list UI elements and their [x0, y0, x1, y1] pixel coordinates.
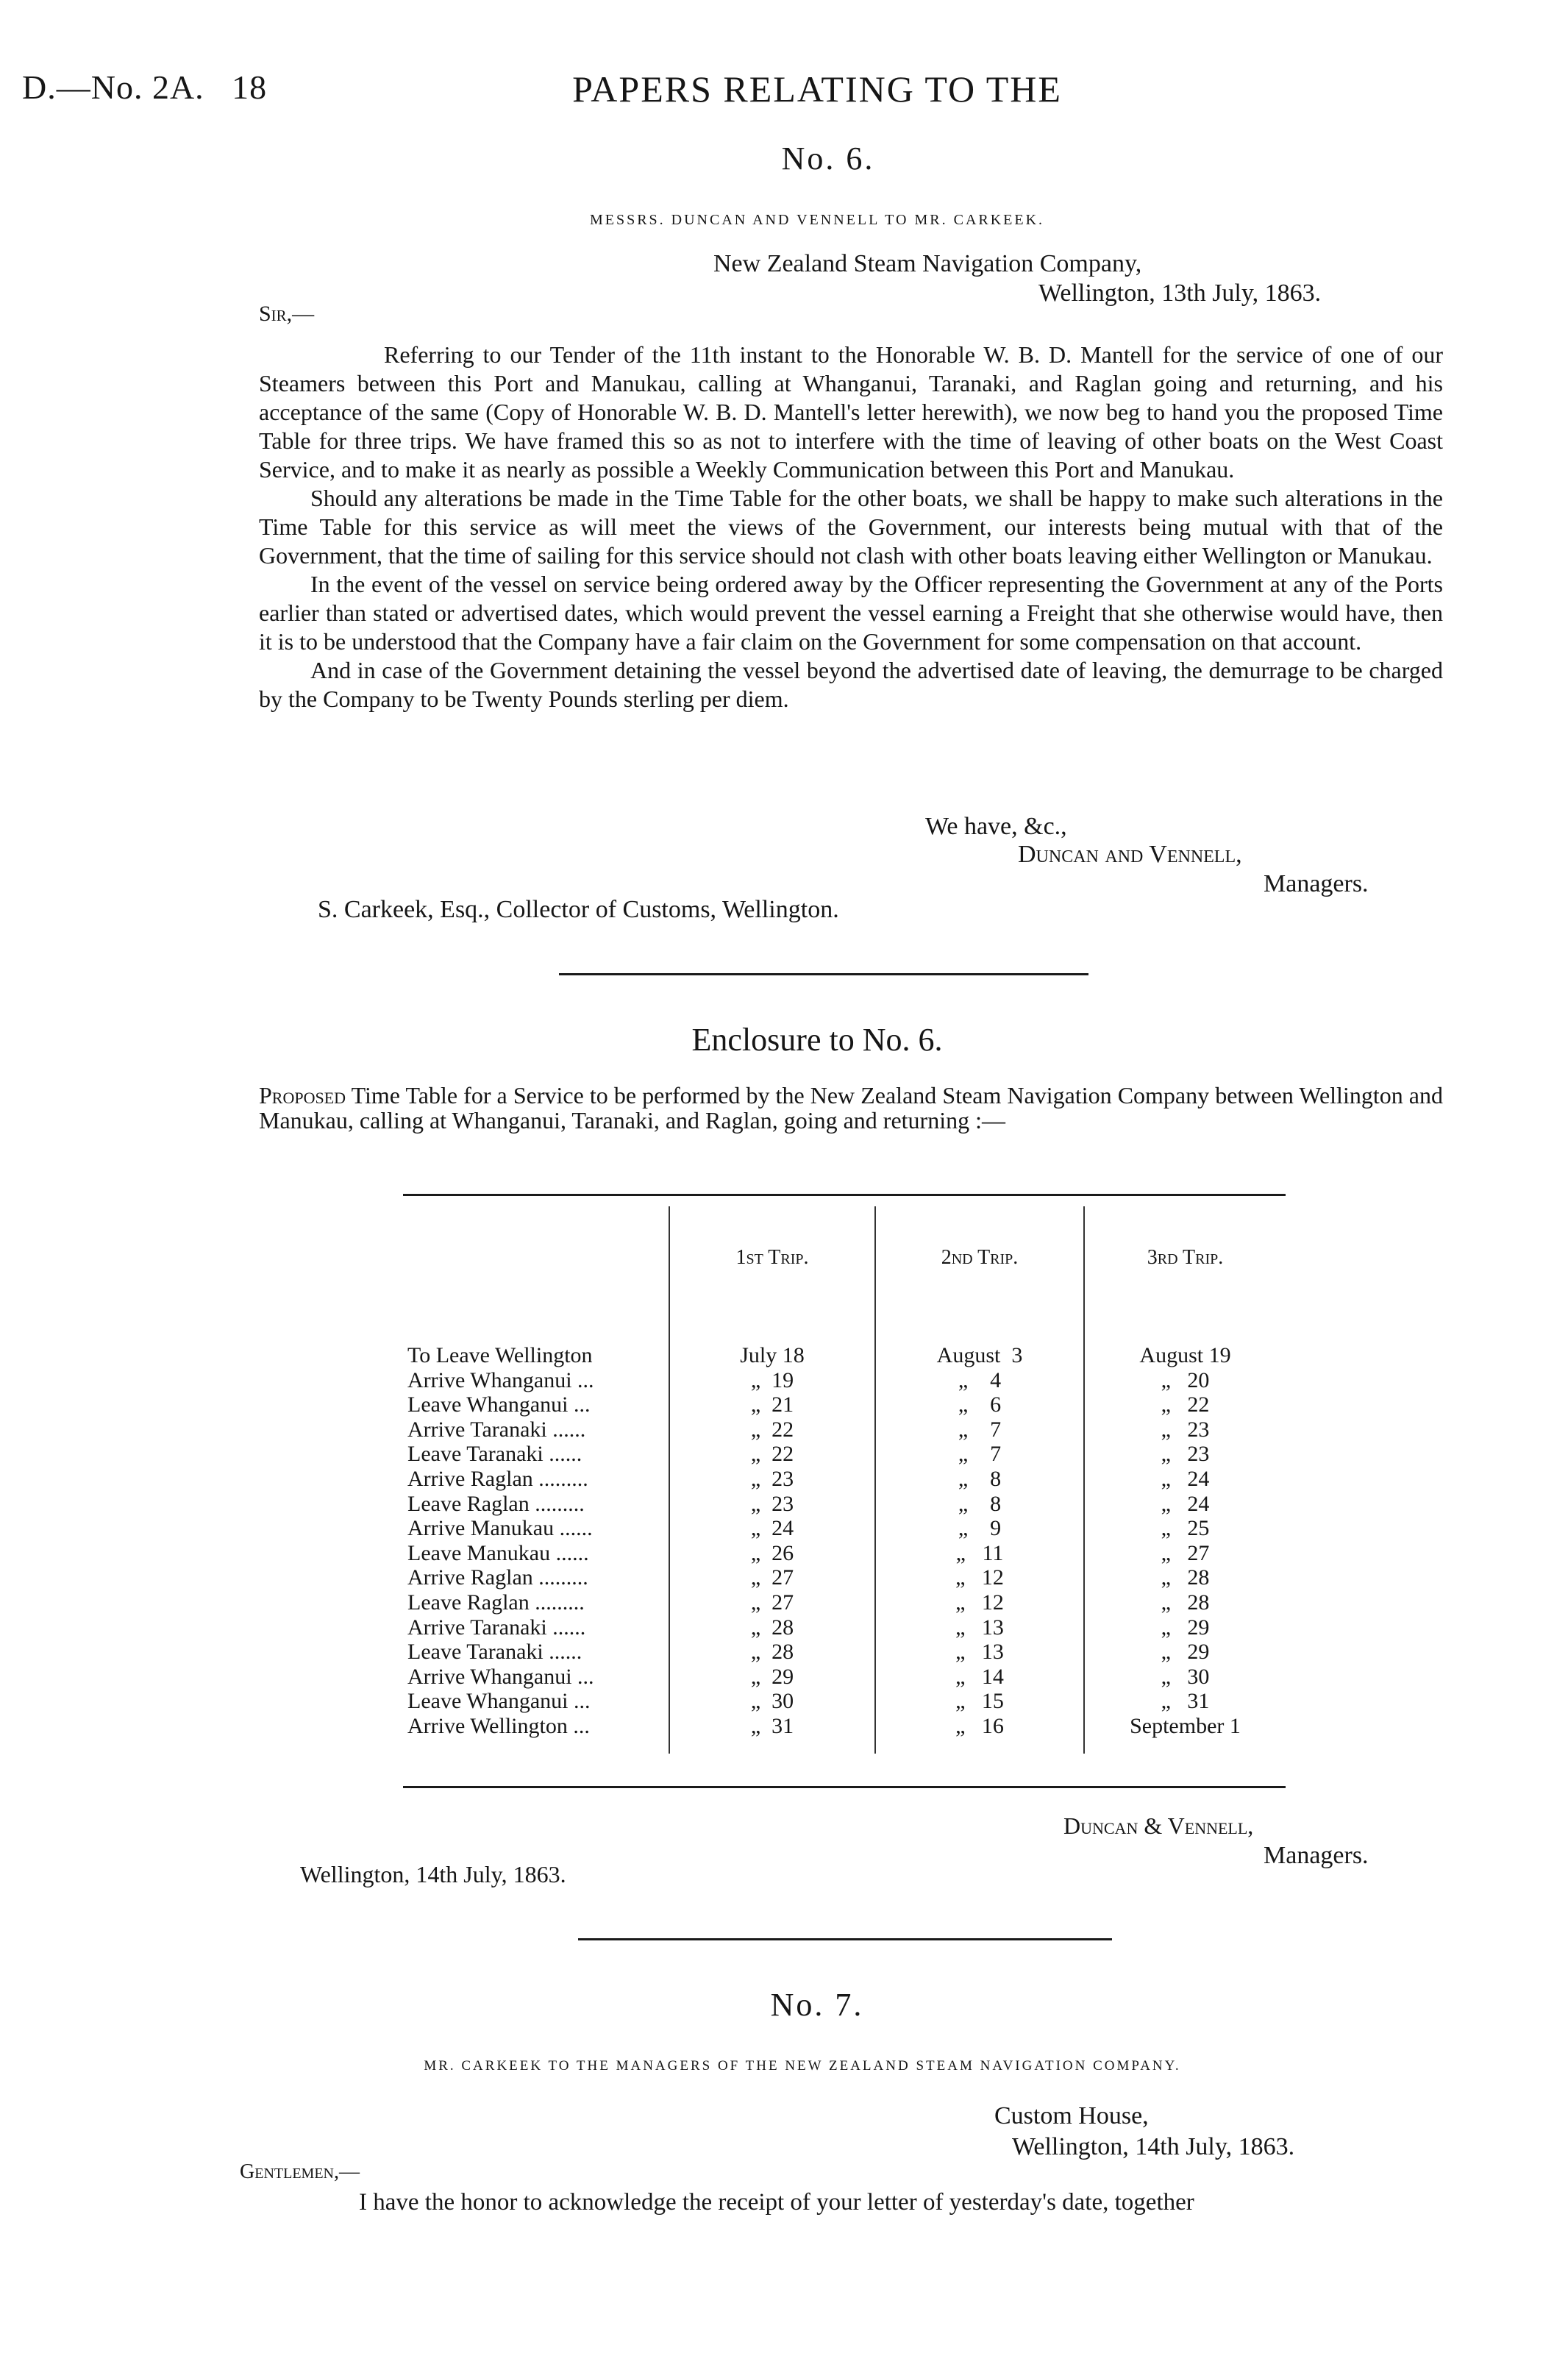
enclosure-title: Enclosure to No. 6. [691, 1022, 943, 1058]
timetable-cell-trip-3: August 19 [1084, 1343, 1286, 1368]
timetable-cell-trip-2: „ 11 [875, 1541, 1084, 1566]
table-bottom-rule [403, 1786, 1286, 1788]
timetable-cell-trip-1: „ 27 [669, 1590, 875, 1615]
timetable-cell-trip-2: „ 15 [875, 1689, 1084, 1714]
timetable-cell-trip-2: August 3 [875, 1343, 1084, 1368]
timetable-cell-trip-1: „ 24 [669, 1516, 875, 1541]
timetable-row-label: Arrive Wellington ... [407, 1713, 590, 1738]
timetable-cell-trip-3: September 1 [1084, 1714, 1286, 1739]
page-title: PAPERS RELATING TO THE [572, 68, 1062, 110]
timetable-cell-trip-2: „ 6 [875, 1392, 1084, 1417]
timetable-row-label: Arrive Taranaki ...... [407, 1417, 586, 1442]
timetable-cell-trip-2: „ 13 [875, 1640, 1084, 1665]
letter-6-paragraph-1: Referring to our Tender of the 11th instant to the Honorable W. B. D. Mantell for the service of one of our Steamers between this Port and Manukau, calling at Whanganui, Taranaki, and Raglan going and returning, and his acceptance of the same (Copy of Honorable W. B. D. Mantell's letter herewith), we now beg to hand you the proposed Time Table for three trips. We have framed this so as not to interfere with the time of leaving of other boats on the West Coast Service, and to make it as nearly as possible a Weekly Communication between this Port and Manukau. [259, 341, 1443, 483]
timetable-row [403, 1590, 1286, 1615]
timetable-cell-trip-3: „ 29 [1084, 1640, 1286, 1665]
enclosure-intro-lead: Proposed [259, 1082, 346, 1109]
letter-6-number: No. 6. [781, 140, 875, 177]
letter-6-paragraph-4: And in case of the Government detaining the vessel beyond the advertised date of leaving, the demurrage to be charged by the Company to be Twenty Pounds sterling per diem. [259, 657, 1443, 712]
timetable-cell-trip-3: „ 28 [1084, 1565, 1286, 1590]
timetable-row [403, 1541, 1286, 1566]
timetable-cell-trip-1: „ 28 [669, 1640, 875, 1665]
timetable-header-trip-1: 1st Trip. [669, 1206, 875, 1309]
timetable-cell-trip-1: „ 22 [669, 1442, 875, 1467]
timetable-cell-trip-2: „ 16 [875, 1714, 1084, 1739]
page-number: 18 [232, 68, 268, 106]
document-reference: D.—No. 2A. 18 [22, 68, 268, 106]
letter-7-first-line: I have the honor to acknowledge the receipt of your letter of yesterday's date, together [359, 2189, 1194, 2216]
timetable-cell-trip-3: „ 25 [1084, 1516, 1286, 1541]
letter-6-signature: Duncan and Vennell, [1018, 841, 1242, 868]
timetable-row-label: Arrive Manukau ...... [407, 1516, 593, 1541]
timetable-cell-trip-1: July 18 [669, 1343, 875, 1368]
timetable-cell-trip-3: „ 24 [1084, 1467, 1286, 1492]
timetable-cell-trip-3: „ 23 [1084, 1417, 1286, 1442]
timetable-cell-trip-1: „ 30 [669, 1689, 875, 1714]
table-top-rule [403, 1194, 1286, 1196]
letter-7-address-line-2: Wellington, 14th July, 1863. [1012, 2133, 1295, 2160]
timetable-cell-trip-1: „ 19 [669, 1368, 875, 1393]
timetable-row-label: Leave Taranaki ...... [407, 1442, 582, 1467]
letter-6-salutation: Sir,— [259, 302, 315, 326]
timetable-row-label: Leave Raglan ......... [407, 1590, 585, 1615]
timetable-row [403, 1714, 1286, 1739]
timetable-cell-trip-1: „ 23 [669, 1492, 875, 1517]
timetable-row-label: Leave Taranaki ...... [407, 1640, 582, 1665]
timetable-row [403, 1689, 1286, 1714]
letter-6-caption: MESSRS. DUNCAN AND VENNELL TO MR. CARKEEK. [589, 212, 1045, 228]
letter-6-body [259, 341, 1443, 714]
timetable-cell-trip-1: „ 27 [669, 1565, 875, 1590]
timetable-row-label: Arrive Whanganui ... [407, 1664, 594, 1689]
enclosure-intro-text: Time Table for a Service to be performed by the New Zealand Steam Navigation Company between Wellington and Manukau, calling at Whanganui, Taranaki, and Raglan, going and returning :— [259, 1082, 1444, 1134]
timetable-cell-trip-3: „ 24 [1084, 1492, 1286, 1517]
letter-6-address-line-1: New Zealand Steam Navigation Company, [713, 250, 1142, 277]
timetable-cell-trip-3: „ 22 [1084, 1392, 1286, 1417]
section-divider-2 [578, 1938, 1112, 1940]
enclosure-signature: Duncan & Vennell, [1063, 1812, 1254, 1839]
timetable-cell-trip-3: „ 28 [1084, 1590, 1286, 1615]
timetable-cell-trip-1: „ 23 [669, 1467, 875, 1492]
timetable-cell-trip-3: „ 31 [1084, 1689, 1286, 1714]
timetable-corner [403, 1206, 669, 1309]
letter-6-closing: We have, &c., [925, 813, 1067, 840]
timetable-row [403, 1417, 1286, 1442]
section-divider [559, 973, 1088, 975]
letter-7-caption: MR. CARKEEK TO THE MANAGERS OF THE NEW ZEALAND STEAM NAVIGATION COMPANY. [424, 2058, 1181, 2074]
letter-6-address-line-2: Wellington, 13th July, 1863. [1038, 280, 1322, 307]
timetable-cell-trip-2: „ 7 [875, 1417, 1084, 1442]
timetable-cell-trip-2: „ 7 [875, 1442, 1084, 1467]
timetable-row [403, 1442, 1286, 1467]
timetable-cell-trip-1: „ 28 [669, 1615, 875, 1640]
timetable-cell-trip-3: „ 27 [1084, 1541, 1286, 1566]
letter-6-paragraph-3: In the event of the vessel on service being ordered away by the Officer representing the Government at any of the Ports earlier than stated or advertised dates, which would prevent the vessel earning a Freight that she otherwise would have, then it is to be understood that the Company have a fair claim on the Government for some compensation on that account. [259, 571, 1443, 655]
letter-7-number: No. 7. [770, 1987, 864, 2023]
timetable-row-label: Leave Whanganui ... [407, 1689, 591, 1714]
timetable-row [403, 1492, 1286, 1517]
timetable-cell-trip-3: „ 23 [1084, 1442, 1286, 1467]
timetable-cell-trip-1: „ 21 [669, 1392, 875, 1417]
timetable-cell-trip-3: „ 20 [1084, 1368, 1286, 1393]
letter-7-salutation: Gentlemen,— [240, 2160, 360, 2183]
timetable-row [403, 1343, 1286, 1368]
timetable-row-label: Leave Whanganui ... [407, 1392, 591, 1417]
timetable-cell-trip-2: „ 14 [875, 1665, 1084, 1690]
timetable-cell-trip-2: „ 8 [875, 1467, 1084, 1492]
letter-6-signature-title: Managers. [1264, 870, 1369, 897]
enclosure-signature-title: Managers. [1264, 1842, 1369, 1869]
timetable-row-label: Arrive Raglan ......... [407, 1565, 588, 1590]
timetable-row [403, 1615, 1286, 1640]
enclosure-date: Wellington, 14th July, 1863. [300, 1861, 566, 1887]
timetable-row [403, 1665, 1286, 1690]
timetable-header-trip-3: 3rd Trip. [1084, 1206, 1286, 1309]
timetable-cell-trip-2: „ 12 [875, 1590, 1084, 1615]
timetable-row [403, 1565, 1286, 1590]
timetable-cell-trip-1: „ 31 [669, 1714, 875, 1739]
letter-6-addressee: S. Carkeek, Esq., Collector of Customs, Wellington. [318, 896, 839, 923]
timetable-row-label: To Leave Wellington [407, 1343, 593, 1367]
timetable-cell-trip-2: „ 13 [875, 1615, 1084, 1640]
timetable-row-label: Leave Manukau ...... [407, 1540, 589, 1565]
timetable-cell-trip-3: „ 30 [1084, 1665, 1286, 1690]
timetable-cell-trip-2: „ 4 [875, 1368, 1084, 1393]
timetable [403, 1206, 1286, 1754]
timetable-row [403, 1467, 1286, 1492]
timetable-row [403, 1368, 1286, 1393]
timetable-row [403, 1640, 1286, 1665]
timetable-row-label: Arrive Raglan ......... [407, 1466, 588, 1491]
timetable-cell-trip-1: „ 26 [669, 1541, 875, 1566]
timetable-row [403, 1516, 1286, 1541]
timetable-cell-trip-1: „ 29 [669, 1665, 875, 1690]
timetable-header-trip-2: 2nd Trip. [875, 1206, 1084, 1309]
timetable-row [403, 1392, 1286, 1417]
timetable-cell-trip-3: „ 29 [1084, 1615, 1286, 1640]
timetable-row-label: Arrive Taranaki ...... [407, 1615, 586, 1640]
timetable-cell-trip-2: „ 8 [875, 1492, 1084, 1517]
timetable-cell-trip-2: „ 12 [875, 1565, 1084, 1590]
enclosure-intro [259, 1083, 1443, 1133]
timetable-row-label: Arrive Whanganui ... [407, 1367, 594, 1392]
letter-7-address-line-1: Custom House, [994, 2102, 1149, 2129]
timetable-cell-trip-1: „ 22 [669, 1417, 875, 1442]
timetable-body [403, 1343, 1286, 1739]
timetable-cell-trip-2: „ 9 [875, 1516, 1084, 1541]
letter-6-paragraph-2: Should any alterations be made in the Time Table for the other boats, we shall be happy to make such alterations in the Time Table for this service as will meet the views of the Government, our interests being mutual with that of the Government, that the time of sailing for this service should not clash with other boats leaving either Wellington or Manukau. [259, 485, 1443, 569]
timetable-row-label: Leave Raglan ......... [407, 1491, 585, 1516]
